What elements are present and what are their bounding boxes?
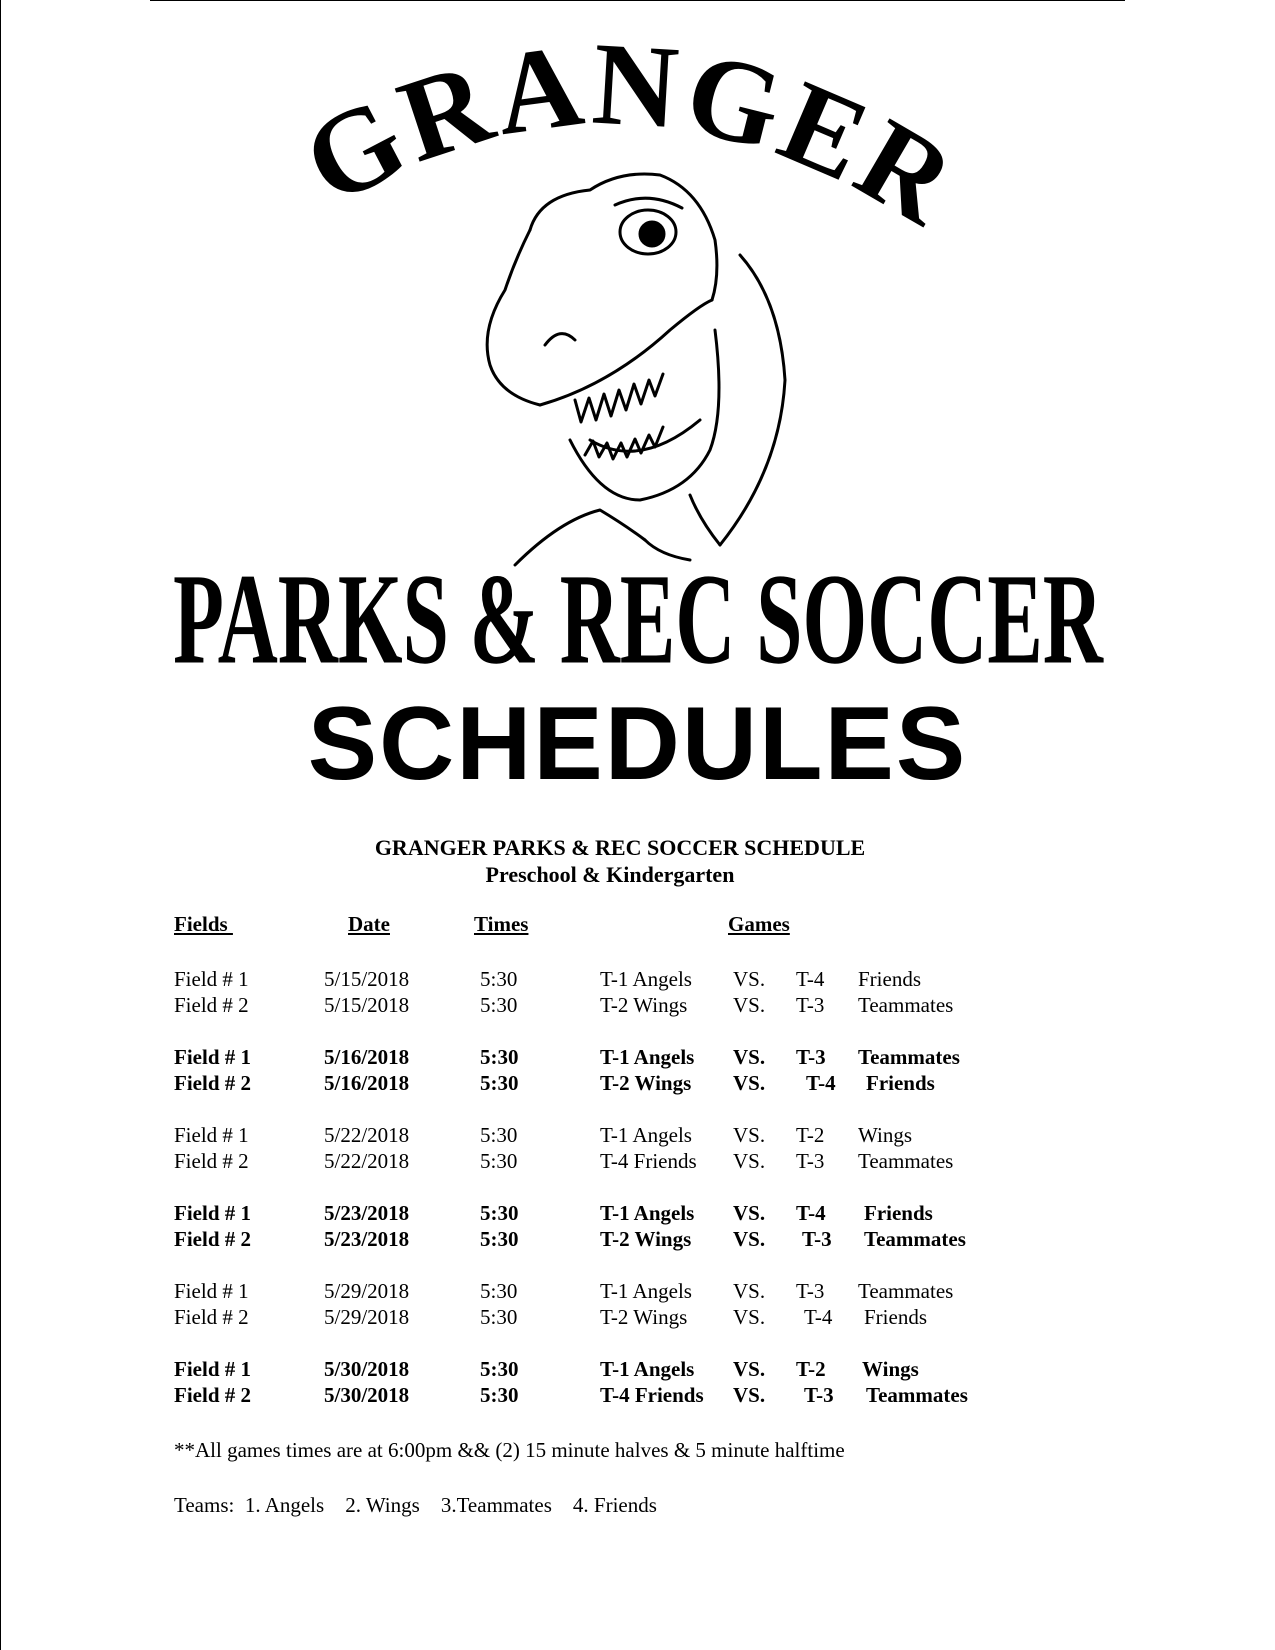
logo-artwork: [0, 0, 1275, 700]
cell-vs: VS.: [733, 967, 766, 991]
table-row: [0, 1356, 1275, 1382]
cell-team-a: T-2 Wings: [600, 1305, 688, 1329]
cell-team-a: T-1 Angels: [600, 1279, 692, 1303]
cell-field: Field # 1: [174, 967, 249, 991]
cell-date: 5/30/2018: [324, 1357, 410, 1381]
games-note: **All games times are at 6:00pm && (2) 15 minute halves & 5 minute halftime: [174, 1438, 845, 1462]
table-row: [0, 1070, 1275, 1096]
cell-field: Field # 2: [174, 1305, 249, 1329]
cell-team-a: T-4 Friends: [600, 1383, 704, 1407]
header-fields: Fields: [174, 912, 233, 936]
team-item: 1. Angels: [244, 1493, 325, 1517]
cell-team-b: T-3: [804, 1383, 834, 1407]
cell-field: Field # 2: [174, 993, 249, 1017]
cell-team-b-name: Teammates: [864, 1227, 966, 1251]
cell-vs: VS.: [733, 1149, 766, 1173]
cell-team-b-name: Teammates: [858, 993, 954, 1017]
table-row: [0, 992, 1275, 1018]
header-games: Games: [728, 912, 790, 936]
cell-time: 5:30: [480, 993, 518, 1017]
cell-time: 5:30: [480, 1045, 519, 1069]
cell-team-a: T-1 Angels: [600, 967, 692, 991]
cell-time: 5:30: [480, 1305, 518, 1329]
cell-team-b-name: Teammates: [866, 1383, 968, 1407]
cell-team-a: T-2 Wings: [600, 1227, 692, 1251]
page-title: SCHEDULES: [307, 686, 968, 802]
dinosaur-icon: [487, 174, 785, 565]
cell-date: 5/30/2018: [324, 1383, 410, 1407]
cell-date: 5/29/2018: [324, 1305, 410, 1329]
cell-field: Field # 2: [174, 1149, 249, 1173]
cell-time: 5:30: [480, 1149, 518, 1173]
team-item: 2. Wings: [345, 1493, 420, 1517]
cell-time: 5:30: [480, 967, 518, 991]
cell-time: 5:30: [480, 1279, 518, 1303]
granger-soccer-logo: [0, 0, 1275, 700]
table-row: [0, 966, 1275, 992]
cell-date: 5/22/2018: [324, 1123, 410, 1147]
cell-date: 5/23/2018: [324, 1227, 410, 1251]
cell-field: Field # 1: [174, 1123, 249, 1147]
team-item: 4. Friends: [572, 1493, 657, 1517]
cell-team-a: T-1 Angels: [600, 1045, 695, 1069]
teams-label: Teams:: [174, 1493, 235, 1517]
cell-team-b: T-3: [796, 1279, 825, 1303]
cell-team-b: T-3: [796, 1149, 825, 1173]
cell-vs: VS.: [733, 1045, 766, 1069]
cell-team-b-name: Teammates: [858, 1045, 960, 1069]
cell-team-b: T-2: [796, 1357, 826, 1381]
cell-time: 5:30: [480, 1071, 519, 1095]
cell-team-b-name: Friends: [864, 1201, 933, 1225]
cell-vs: VS.: [733, 1305, 766, 1329]
cell-team-b-name: Teammates: [858, 1279, 954, 1303]
cell-team-a: T-2 Wings: [600, 1071, 692, 1095]
cell-team-a: T-1 Angels: [600, 1357, 695, 1381]
table-row: [0, 1226, 1275, 1252]
cell-field: Field # 2: [174, 1383, 251, 1407]
cell-field: Field # 1: [174, 1357, 251, 1381]
cell-team-a: T-1 Angels: [600, 1201, 695, 1225]
cell-team-b: T-3: [796, 993, 825, 1017]
cell-team-b: T-4: [806, 1071, 836, 1095]
header-times: Times: [474, 912, 529, 936]
cell-vs: VS.: [733, 1383, 766, 1407]
teams-legend: [174, 1492, 657, 1518]
cell-vs: VS.: [733, 1357, 766, 1381]
cell-date: 5/23/2018: [324, 1201, 410, 1225]
header-date: Date: [348, 912, 390, 936]
cell-time: 5:30: [480, 1227, 519, 1251]
table-row: [0, 1200, 1275, 1226]
cell-team-a: T-1 Angels: [600, 1123, 692, 1147]
cell-field: Field # 1: [174, 1279, 249, 1303]
cell-date: 5/16/2018: [324, 1045, 410, 1069]
cell-time: 5:30: [480, 1201, 519, 1225]
cell-date: 5/15/2018: [324, 993, 410, 1017]
cell-team-b: T-4: [796, 1201, 826, 1225]
cell-vs: VS.: [733, 1279, 766, 1303]
cell-team-a: T-2 Wings: [600, 993, 688, 1017]
table-row: [0, 1148, 1275, 1174]
cell-time: 5:30: [480, 1123, 518, 1147]
cell-date: 5/16/2018: [324, 1071, 410, 1095]
cell-team-b: T-3: [796, 1045, 826, 1069]
cell-field: Field # 2: [174, 1071, 251, 1095]
cell-time: 5:30: [480, 1357, 519, 1381]
table-row: [0, 1122, 1275, 1148]
table-row: [0, 1382, 1275, 1408]
cell-field: Field # 1: [174, 1045, 251, 1069]
cell-team-b-name: Friends: [864, 1305, 927, 1329]
cell-team-b-name: Wings: [862, 1357, 919, 1381]
table-row: [0, 1304, 1275, 1330]
cell-vs: VS.: [733, 1123, 766, 1147]
cell-team-b-name: Friends: [866, 1071, 935, 1095]
cell-vs: VS.: [733, 1201, 766, 1225]
schedule-subtitle: Preschool & Kindergarten: [485, 862, 735, 887]
table-row: [0, 1278, 1275, 1304]
cell-date: 5/15/2018: [324, 967, 410, 991]
table-row: [0, 1044, 1275, 1070]
cell-vs: VS.: [733, 1227, 766, 1251]
logo-bottom-text: PARKS & REC SOCCER: [173, 546, 1103, 692]
cell-field: Field # 2: [174, 1227, 251, 1251]
cell-team-b: T-2: [796, 1123, 825, 1147]
schedule-title: GRANGER PARKS & REC SOCCER SCHEDULE: [374, 835, 866, 860]
team-item: 3.Teammates: [440, 1493, 552, 1517]
cell-field: Field # 1: [174, 1201, 251, 1225]
cell-vs: VS.: [733, 993, 766, 1017]
cell-team-b-name: Wings: [858, 1123, 912, 1147]
cell-team-a: T-4 Friends: [600, 1149, 697, 1173]
cell-team-b: T-4: [796, 967, 825, 991]
cell-team-b: T-4: [804, 1305, 833, 1329]
cell-team-b-name: Teammates: [858, 1149, 954, 1173]
cell-team-b: T-3: [802, 1227, 832, 1251]
logo-top-text: GRANGER: [283, 17, 979, 252]
cell-team-b-name: Friends: [858, 967, 921, 991]
cell-date: 5/22/2018: [324, 1149, 410, 1173]
cell-time: 5:30: [480, 1383, 519, 1407]
cell-vs: VS.: [733, 1071, 766, 1095]
cell-date: 5/29/2018: [324, 1279, 410, 1303]
